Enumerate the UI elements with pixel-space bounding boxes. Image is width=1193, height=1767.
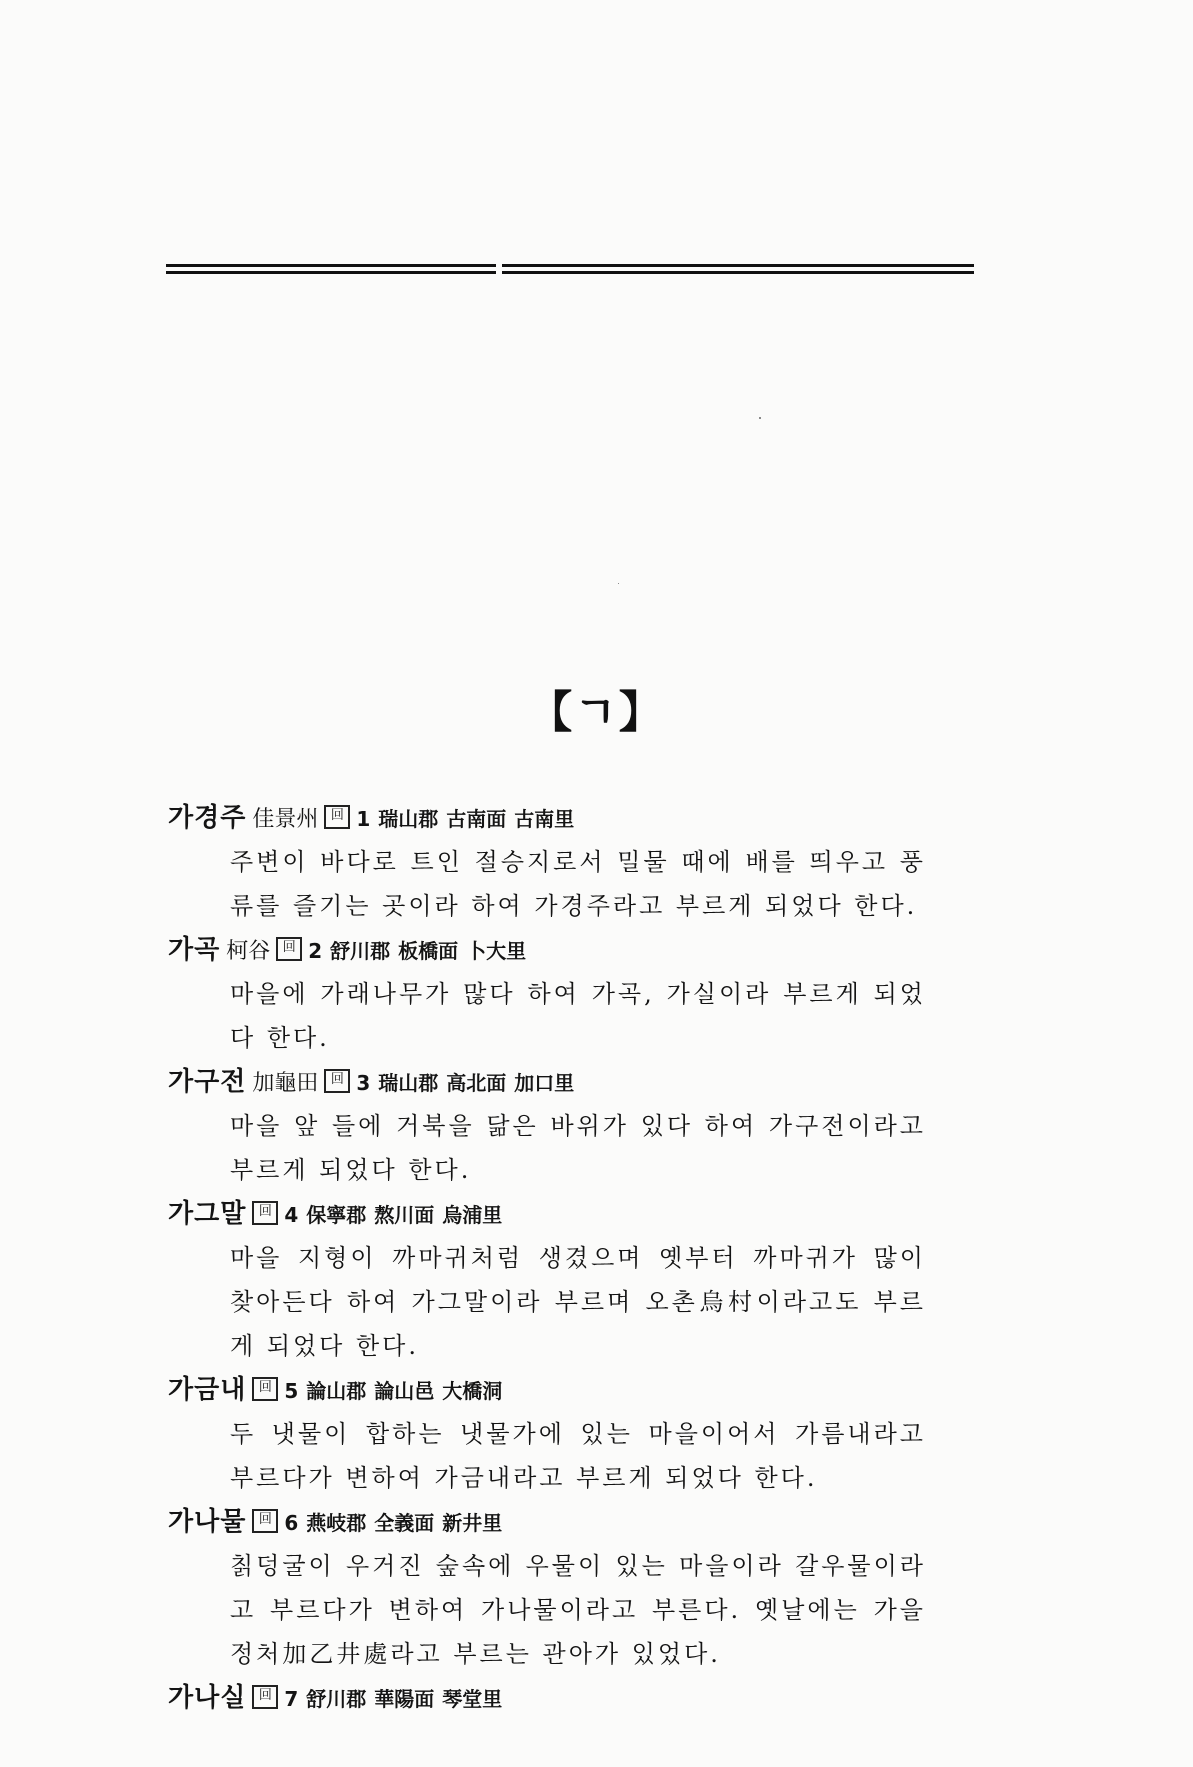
entry-badge: 回 [252,1685,278,1709]
entry-hanja: 柯谷 [226,939,271,964]
paper-speck [759,417,761,419]
entry-county: 舒川郡 [306,1687,367,1711]
entry-township: 華陽面 [374,1687,435,1711]
entry-header [168,796,988,840]
entry-badge: 回 [324,1069,350,1093]
dictionary-entry [168,1500,988,1676]
entry-village: 大橋洞 [442,1379,503,1403]
entry-headword: 가경주 [168,803,247,833]
entry-township: 論山邑 [374,1379,435,1403]
rule-line-lower [166,271,974,274]
entry-description: 두 냇물이 합하는 냇물가에 있는 마을이어서 가름내라고 부르다가 변하여 가금내라고 부르게 되었다 한다. [230,1420,926,1492]
entry-county: 瑞山郡 [378,807,439,831]
entry-village: 新井里 [442,1511,503,1535]
entry-number: 3 [356,1071,371,1095]
entry-header [168,928,988,972]
entry-county: 舒川郡 [330,939,391,963]
entry-header [168,1368,988,1412]
entry-header [168,1500,988,1544]
entry-badge: 回 [252,1509,278,1533]
dictionary-entry [168,1368,988,1500]
entry-township: 板橋面 [398,939,459,963]
entry-description: 마을에 가래나무가 많다 하여 가곡, 가실이라 부르게 되었다 한다. [230,980,926,1052]
entry-county: 保寧郡 [306,1203,367,1227]
entry-village: 卜大里 [466,939,527,963]
dictionary-entry [168,796,988,928]
entry-badge: 回 [324,805,350,829]
dictionary-entry [168,928,988,1060]
entry-description: 칡덩굴이 우거진 숲속에 우물이 있는 마을이라 갈우물이라고 부르다가 변하여 가나물이라고 부른다. 옛날에는 가을정처加乙井處라고 부르는 관아가 있었다. [230,1552,926,1668]
entry-number: 1 [356,807,371,831]
entry-headword: 가금내 [168,1375,247,1405]
dictionary-entry [168,1192,988,1368]
rule-line-upper [166,264,974,267]
entry-description: 마을 앞 들에 거북을 닮은 바위가 있다 하여 가구전이라고 부르게 되었다 한다. [230,1112,926,1184]
entry-list [168,796,988,1720]
entry-headword: 가곡 [168,935,221,965]
entry-village: 烏浦里 [442,1203,503,1227]
entry-hanja: 加龜田 [252,1071,319,1096]
entry-township: 熬川面 [374,1203,435,1227]
entry-hanja: 佳景州 [252,807,319,832]
entry-village: 加口里 [514,1071,575,1095]
entry-county: 燕岐郡 [306,1511,367,1535]
entry-number: 7 [284,1687,299,1711]
entry-badge: 回 [276,937,302,961]
dictionary-entry [168,1060,988,1192]
entry-headword: 가나실 [168,1683,247,1713]
entry-headword: 가구전 [168,1067,247,1097]
entry-header [168,1676,988,1720]
entry-description: 주변이 바다로 트인 절승지로서 밀물 때에 배를 띄우고 풍류를 즐기는 곳이라 하여 가경주라고 부르게 되었다 한다. [230,848,926,920]
top-double-rule [166,264,974,276]
dictionary-entry [168,1676,988,1720]
entry-county: 論山郡 [306,1379,367,1403]
entry-county: 瑞山郡 [378,1071,439,1095]
entry-header [168,1060,988,1104]
rule-gap [496,263,502,277]
entry-badge: 回 [252,1377,278,1401]
entry-number: 6 [284,1511,299,1535]
entry-headword: 가나물 [168,1507,247,1537]
paper-speck [618,583,619,584]
entry-number: 5 [284,1379,299,1403]
entry-township: 全義面 [374,1511,435,1535]
entry-township: 高北面 [446,1071,507,1095]
entry-township: 古南面 [446,807,507,831]
section-header: 【ㄱ】 [528,687,665,738]
entry-village: 琴堂里 [442,1687,503,1711]
entry-description: 마을 지형이 까마귀처럼 생겼으며 옛부터 까마귀가 많이 찾아든다 하여 가그말이라 부르며 오촌烏村이라고도 부르게 되었다 한다. [230,1244,926,1360]
entry-number: 4 [284,1203,299,1227]
entry-header [168,1192,988,1236]
entry-village: 古南里 [514,807,575,831]
entry-number: 2 [308,939,323,963]
entry-badge: 回 [252,1201,278,1225]
entry-headword: 가그말 [168,1199,247,1229]
